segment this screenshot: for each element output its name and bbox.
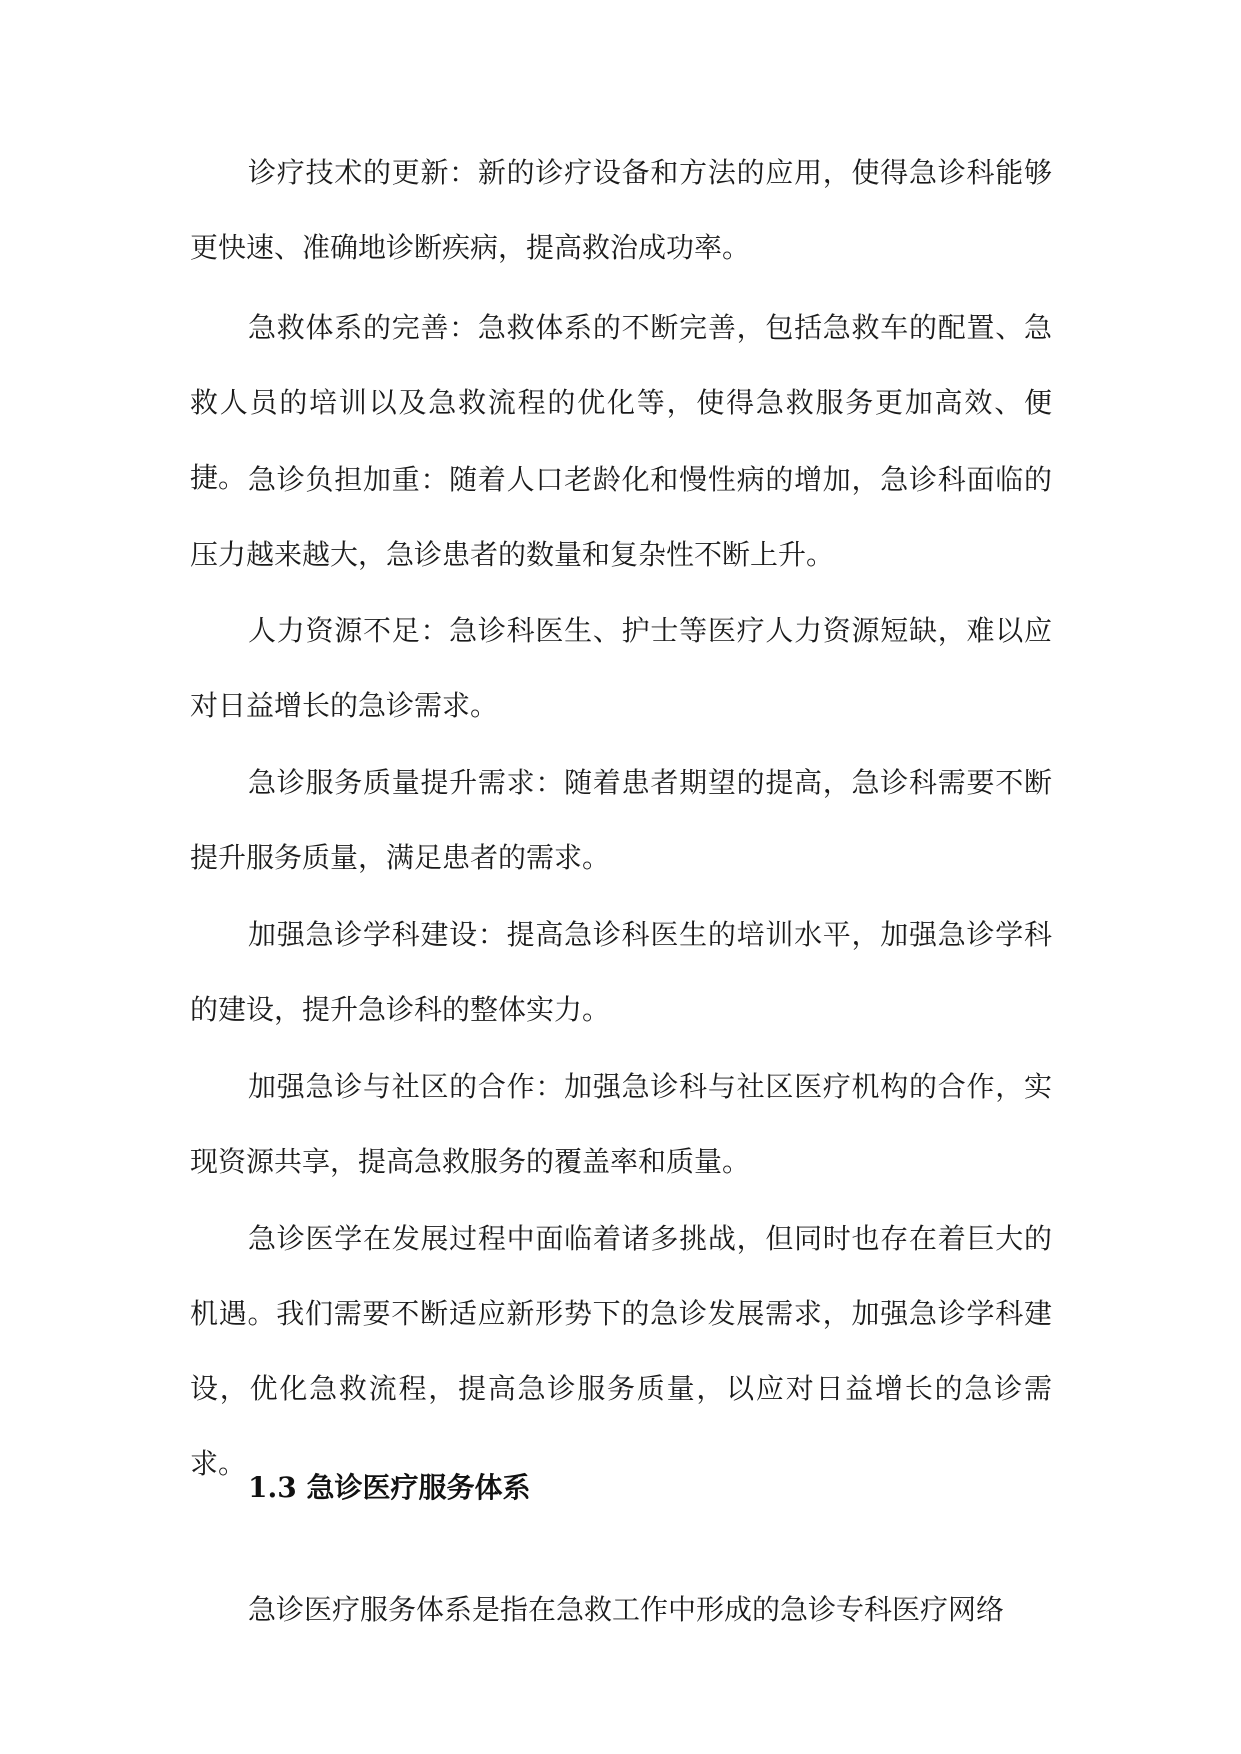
paragraph-section-intro: 急诊医疗服务体系是指在急救工作中形成的急诊专科医疗网络 (248, 1593, 1005, 1626)
paragraph-service-quality: 急诊服务质量提升需求：随着患者期望的提高，急诊科需要不断提升服务质量，满足患者的需求。 (190, 766, 1052, 874)
paragraph-diagnosis-tech: 诊疗技术的更新：新的诊疗设备和方法的应用，使得急诊科能够更快速、准确地诊断疾病，提高救治成功率。 (190, 156, 1052, 264)
paragraph-burden: 急诊负担加重：随着人口老龄化和慢性病的增加，急诊科面临的压力越来越大，急诊患者的数量和复杂性不断上升。 (190, 463, 1052, 571)
paragraph-discipline: 加强急诊学科建设：提高急诊科医生的培训水平，加强急诊学科的建设，提升急诊科的整体实力。 (190, 918, 1052, 1026)
paragraph-emergency-system: 急救体系的完善：急救体系的不断完善，包括急救车的配置、急救人员的培训以及急救流程的优化等，使得急救服务更加高效、便捷。 (190, 311, 1052, 494)
section-heading: 1.3 急诊医疗服务体系 (248, 1471, 531, 1504)
paragraph-summary: 急诊医学在发展过程中面临着诸多挑战，但同时也存在着巨大的机遇。我们需要不断适应新形势下的急诊发展需求，加强急诊学科建设，优化急救流程，提高急诊服务质量，以应对日益增长的急诊需求。 (190, 1222, 1052, 1480)
paragraph-community: 加强急诊与社区的合作：加强急诊科与社区医疗机构的合作，实现资源共享，提高急救服务的覆盖率和质量。 (190, 1070, 1052, 1178)
paragraph-human-resources: 人力资源不足：急诊科医生、护士等医疗人力资源短缺，难以应对日益增长的急诊需求。 (190, 614, 1052, 722)
